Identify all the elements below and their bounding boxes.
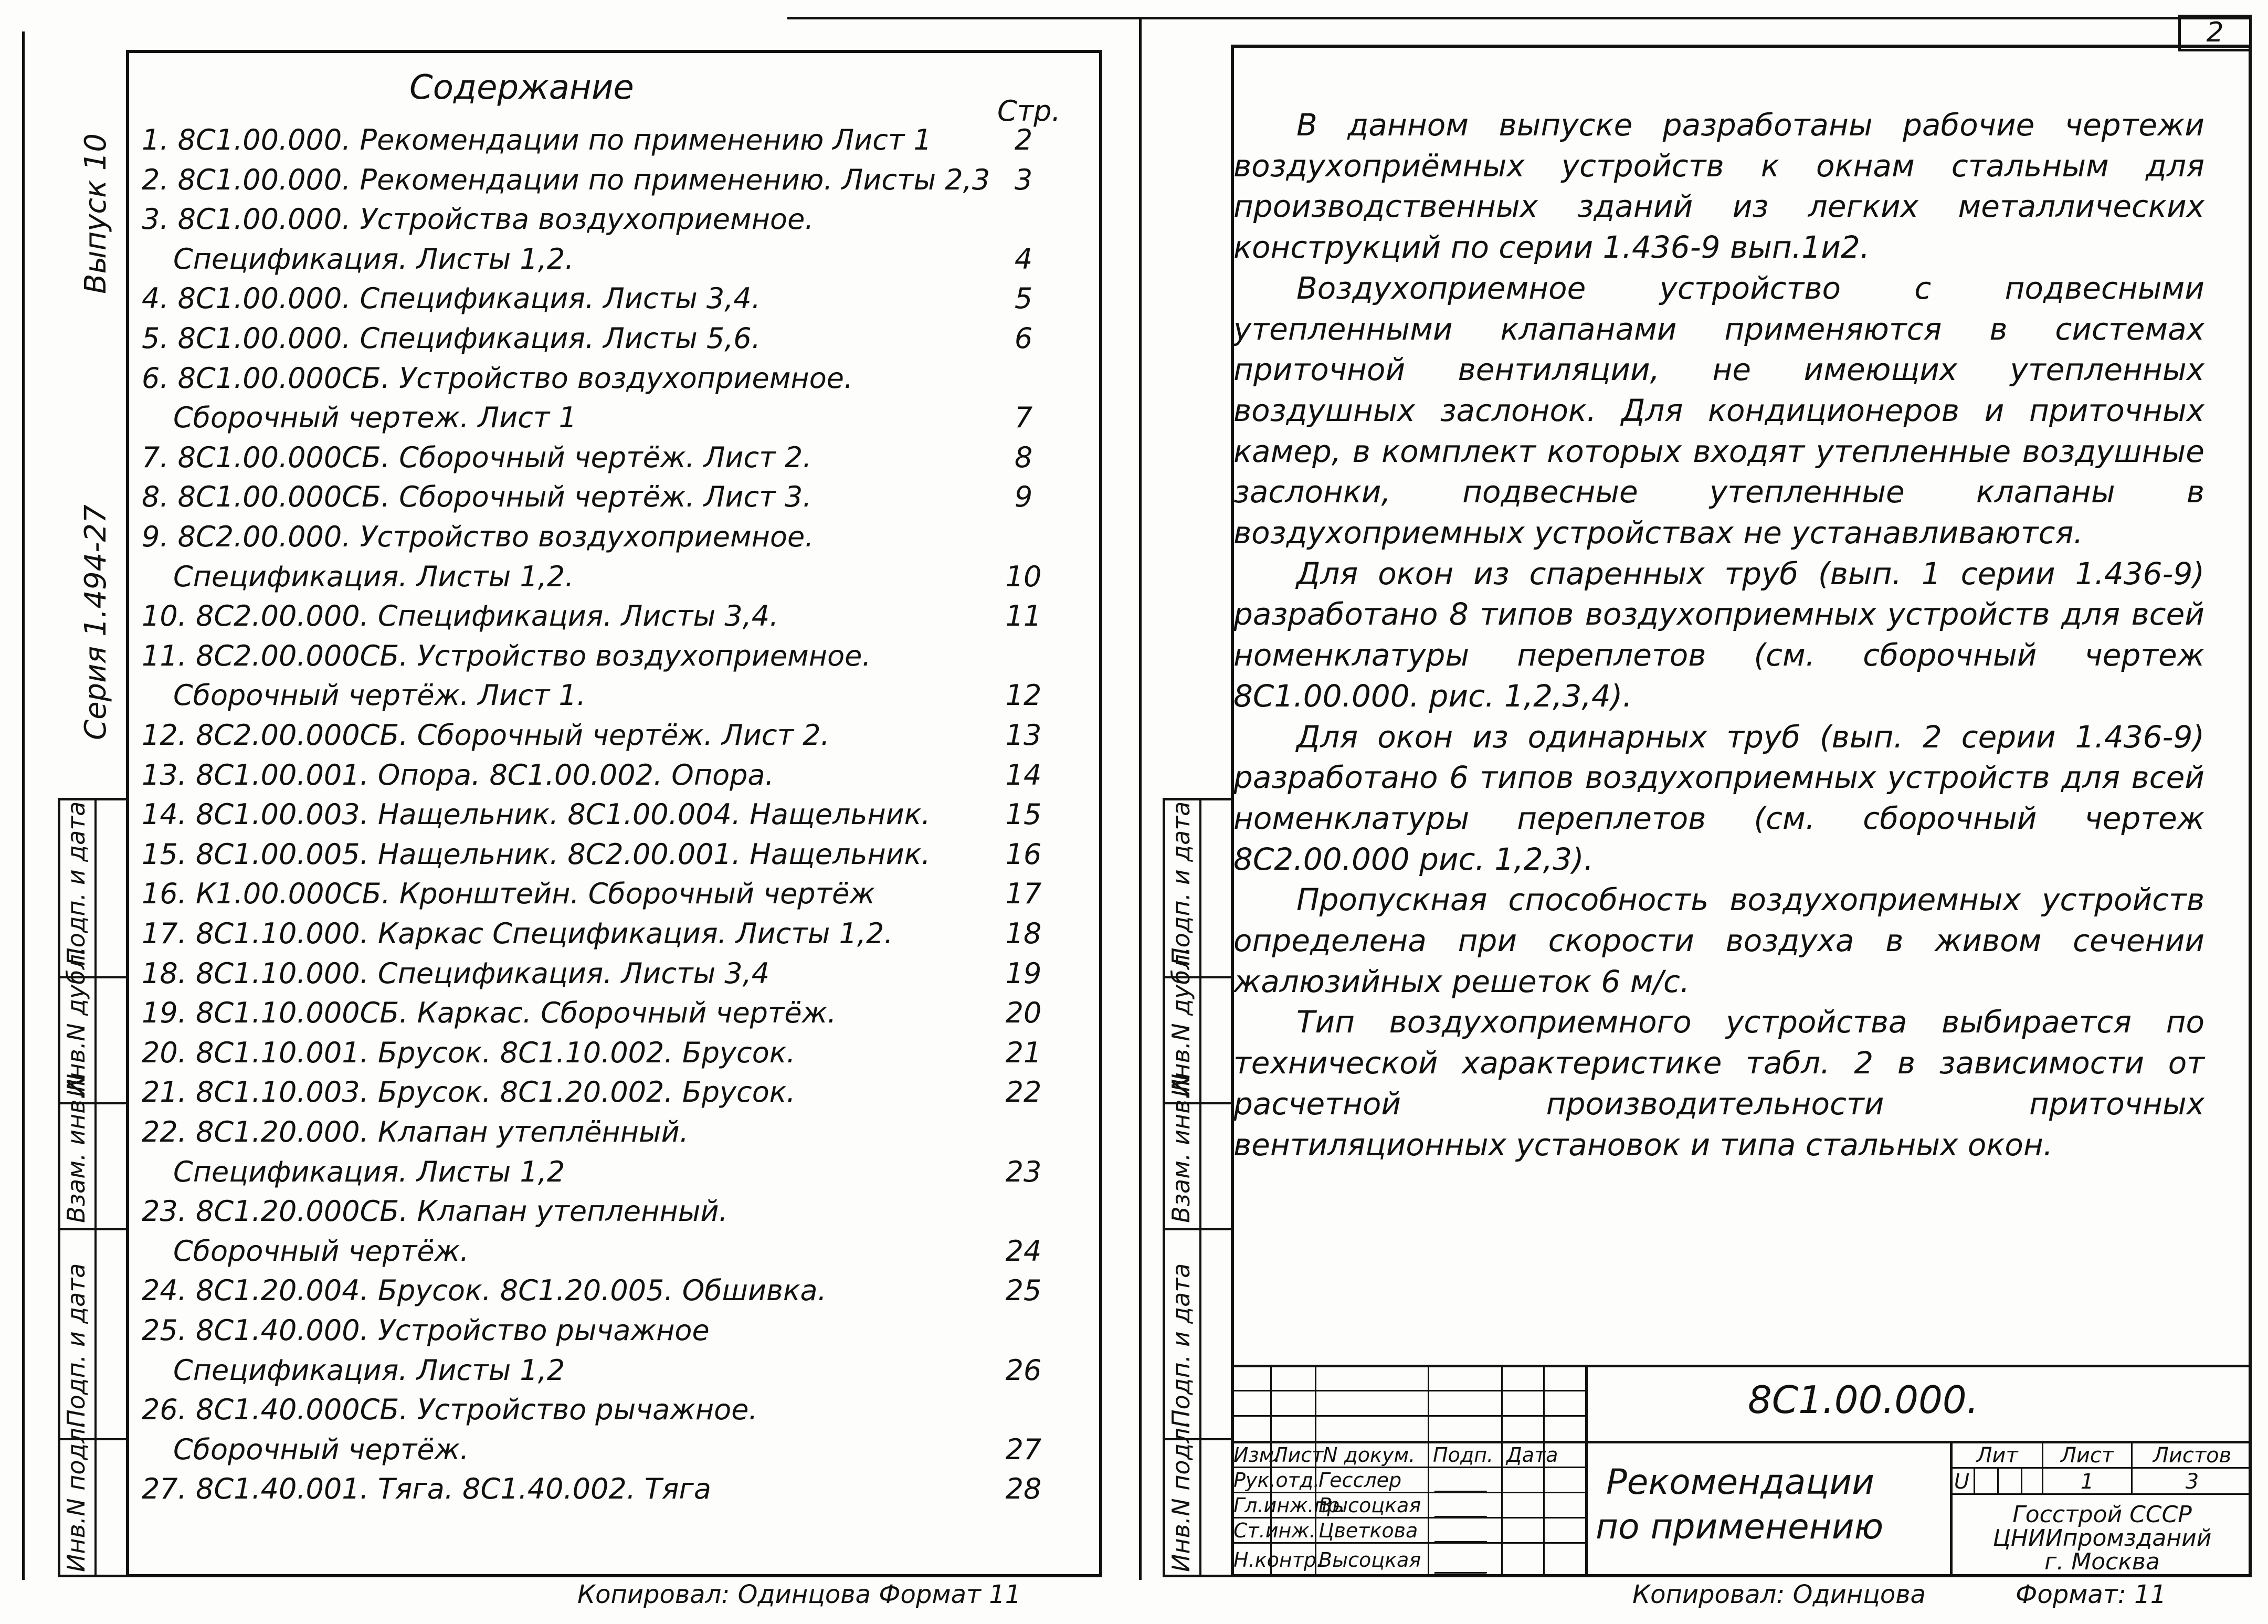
toc-row-text: 25. 8С1.40.000. Устройство рычажное bbox=[142, 1314, 710, 1347]
toc-row-page: 18 bbox=[1005, 917, 1042, 950]
toc-row bbox=[142, 362, 1055, 399]
toc-row bbox=[142, 480, 1055, 518]
toc-row-text: 3. 8С1.00.000. Устройства воздухоприемное. bbox=[142, 203, 814, 236]
top-border-line bbox=[787, 17, 2252, 19]
toc-row bbox=[142, 1354, 1055, 1391]
toc-row bbox=[142, 996, 1055, 1034]
toc-row bbox=[142, 163, 1055, 201]
tb-vrule bbox=[1428, 1365, 1429, 1577]
toc-row bbox=[142, 1314, 1055, 1352]
tb-rule bbox=[1231, 1365, 2252, 1367]
toc-row-page: 4 bbox=[1014, 242, 1033, 276]
tb-rule bbox=[1231, 1542, 1585, 1544]
paragraph: Тип воздухоприемного устройства выбирается по технической характеристике табл. 2 в зависимости от расчетной производительности приточных вентиляционных установок и типа стальных окон. bbox=[1233, 1004, 2204, 1163]
toc-page-header: Стр. bbox=[997, 94, 1061, 128]
toc-row-text: 24. 8С1.20.004. Брусок. 8С1.20.005. Обшивка. bbox=[142, 1274, 827, 1307]
title-line1: Рекомендации bbox=[1606, 1462, 1874, 1502]
left-footer: Копировал: Одинцова Формат 11 bbox=[577, 1580, 1021, 1609]
paragraph: Для окон из одинарных труб (вып. 2 серии 1.436-9) разработано 6 типов воздухоприемных устройств для всей номенклатуры переплетов (см. сборочный чертеж 8С2.00.000 рис. 1,2,3). bbox=[1233, 719, 2204, 877]
toc-row-text: 18. 8С1.10.000. Спецификация. Листы 3,4 bbox=[142, 956, 770, 990]
toc-row-text: 9. 8С2.00.000. Устройство воздухоприемное. bbox=[142, 520, 814, 553]
left-stamp-label: Взам. инв.N bbox=[62, 1073, 90, 1223]
toc-row bbox=[142, 282, 1055, 320]
org-line2: ЦНИИпромзданий bbox=[1992, 1525, 2212, 1552]
toc-row bbox=[142, 1075, 1055, 1113]
toc-row-text: Спецификация. Листы 1,2. bbox=[173, 560, 574, 593]
toc-row-page: 5 bbox=[1014, 282, 1033, 315]
toc-title: Содержание bbox=[409, 68, 634, 107]
role: Н.контр. bbox=[1233, 1548, 1323, 1572]
toc-row-text: Сборочный чертёж. bbox=[173, 1432, 469, 1466]
toc-row-page: 14 bbox=[1005, 758, 1042, 792]
toc-row-page: 21 bbox=[1005, 1036, 1042, 1069]
col-ndokum: N докум. bbox=[1323, 1443, 1416, 1467]
toc-row-text: 5. 8С1.00.000. Спецификация. Листы 5,6. bbox=[142, 322, 761, 355]
toc-row bbox=[142, 123, 1055, 161]
toc-row bbox=[142, 1195, 1055, 1232]
margin-label-vypusk: Выпуск 10 bbox=[79, 133, 113, 294]
toc-row-text: Спецификация. Листы 1,2. bbox=[173, 242, 574, 276]
toc-row-page: 8 bbox=[1014, 440, 1033, 474]
signature-mark bbox=[1434, 1520, 1495, 1543]
right-footer-left: Копировал: Одинцова bbox=[1632, 1580, 1926, 1609]
toc-row-page: 23 bbox=[1005, 1155, 1042, 1188]
title-line2: по применению bbox=[1596, 1506, 1884, 1547]
paragraph: Пропускная способность воздухоприемных устройств определена при скорости воздуха в живом сечении жалюзийных решеток 6 м/с. bbox=[1233, 882, 2204, 999]
person-name: Гесслер bbox=[1318, 1469, 1402, 1492]
right-stamp-label: Подп. и дата bbox=[1167, 801, 1195, 966]
toc-row-text: 13. 8С1.00.001. Опора. 8С1.00.002. Опора. bbox=[142, 758, 774, 792]
toc-row bbox=[142, 1433, 1055, 1471]
right-footer-right: Формат: 11 bbox=[2016, 1580, 2167, 1609]
toc-row-text: 1. 8С1.00.000. Рекомендации по применению Лист 1 bbox=[142, 123, 932, 156]
body-text bbox=[1233, 105, 2204, 1165]
toc-row bbox=[142, 1235, 1055, 1272]
person-name: Высоцкая bbox=[1318, 1494, 1421, 1517]
tb-rule bbox=[1231, 1467, 1585, 1468]
toc-row bbox=[142, 719, 1055, 756]
toc-row-page: 13 bbox=[1005, 719, 1042, 752]
sheet-value: 1 bbox=[2080, 1470, 2094, 1494]
toc-row-text: Сборочный чертёж. Лист 1. bbox=[173, 679, 586, 712]
toc-row-text: 26. 8С1.40.000СБ. Устройство рычажное. bbox=[142, 1393, 758, 1427]
toc-row bbox=[142, 679, 1055, 716]
lit-label: Лит bbox=[1976, 1443, 2018, 1468]
tb-rule bbox=[1231, 1415, 1585, 1417]
tb-rule bbox=[1231, 1390, 1585, 1391]
toc-row-text: 16. К1.00.000СБ. Кронштейн. Сборочный чертёж bbox=[142, 877, 875, 911]
tb-vrule bbox=[1501, 1365, 1503, 1577]
toc-row bbox=[142, 401, 1055, 439]
tb-rule bbox=[1231, 1517, 1585, 1518]
toc-row bbox=[142, 599, 1055, 637]
toc-row bbox=[142, 798, 1055, 836]
signature-mark bbox=[1434, 1551, 1495, 1574]
toc-row-text: 12. 8С2.00.000СБ. Сборочный чертёж. Лист 2. bbox=[142, 719, 830, 752]
toc-row bbox=[142, 877, 1055, 915]
col-podp: Подп. bbox=[1433, 1443, 1494, 1467]
toc-row-page: 6 bbox=[1014, 322, 1033, 355]
signature-mark bbox=[1434, 1470, 1495, 1492]
toc-row-text: 27. 8С1.40.001. Тяга. 8С1.40.002. Тяга bbox=[142, 1472, 711, 1506]
tb-vrule bbox=[2021, 1467, 2022, 1493]
toc-row-page: 15 bbox=[1005, 798, 1042, 831]
lit-value: U bbox=[1954, 1470, 1970, 1494]
toc-row bbox=[142, 242, 1055, 280]
col-list: Лист bbox=[1273, 1443, 1324, 1467]
sheets-value: 3 bbox=[2185, 1470, 2199, 1494]
toc-row-text: Спецификация. Листы 1,2 bbox=[173, 1155, 565, 1188]
left-outer-border bbox=[22, 31, 25, 1580]
col-data: Дата bbox=[1506, 1443, 1558, 1467]
margin-label-seriya: Серия 1.494-27 bbox=[79, 504, 113, 740]
right-stamp-label: Взам. инв.N bbox=[1167, 1073, 1195, 1223]
left-side-stamp-rule bbox=[58, 1228, 129, 1230]
left-side-stamp-divider bbox=[94, 798, 97, 1577]
toc-row bbox=[142, 1393, 1055, 1431]
paragraph: Для окон из спаренных труб (вып. 1 серии 1.436-9) разработано 8 типов воздухоприемных устройств для всей номенклатуры переплетов (см. сборочный чертеж 8С1.00.000. рис. 1,2,3,4). bbox=[1233, 555, 2204, 714]
right-stamp-label: Инв.N дубл. bbox=[1167, 946, 1195, 1097]
right-stamp-label: Подп. и дата bbox=[1167, 1263, 1195, 1428]
toc-row-page: 16 bbox=[1005, 837, 1042, 871]
toc-row bbox=[142, 917, 1055, 955]
toc-row-page: 12 bbox=[1005, 679, 1042, 712]
role: Ст.инж. bbox=[1233, 1519, 1316, 1542]
toc-row bbox=[142, 322, 1055, 360]
toc-row-page: 9 bbox=[1014, 480, 1033, 514]
toc-row bbox=[142, 1472, 1055, 1510]
toc-row bbox=[142, 758, 1055, 796]
toc-row-page: 2 bbox=[1014, 123, 1033, 156]
org-line3: г. Москва bbox=[2044, 1548, 2160, 1575]
toc-row-page: 3 bbox=[1014, 163, 1033, 196]
person-name: Высоцкая bbox=[1318, 1548, 1421, 1572]
toc-row bbox=[142, 520, 1055, 558]
toc-row bbox=[142, 1115, 1055, 1153]
sheets-label: Листов bbox=[2153, 1443, 2232, 1468]
org-line1: Госстрой СССР bbox=[2012, 1501, 2192, 1528]
toc-row-text: 17. 8С1.10.000. Каркас Спецификация. Листы 1,2. bbox=[142, 917, 893, 950]
sheet-label: Лист bbox=[2060, 1443, 2114, 1468]
toc-row-text: 11. 8С2.00.000СБ. Устройство воздухоприемное. bbox=[142, 639, 871, 672]
right-side-stamp-divider bbox=[1199, 798, 1201, 1577]
tb-vrule bbox=[1543, 1365, 1545, 1577]
tb-vrule bbox=[1974, 1467, 1975, 1493]
toc-row-text: 7. 8С1.00.000СБ. Сборочный чертёж. Лист 2. bbox=[142, 440, 812, 474]
toc-row-text: 10. 8С2.00.000. Спецификация. Листы 3,4. bbox=[142, 599, 779, 633]
toc-row-text: 6. 8С1.00.000СБ. Устройство воздухоприемное. bbox=[142, 361, 853, 395]
paragraph: Воздухоприемное устройство с подвесными утепленными клапанами применяются в системах приточной вентиляции, не имеющих утепленных воздушных заслонок. Для кондиционеров и приточных камер, в комплект которых входят утепленные воздушные заслонки, подвесные утепленные клапаны в воздухоприемных устройствах не устанавливаются. bbox=[1233, 270, 2204, 551]
toc-row-text: Спецификация. Листы 1,2 bbox=[173, 1353, 565, 1387]
toc-row-page: 7 bbox=[1014, 401, 1033, 435]
designation: 8С1.00.000. bbox=[1748, 1378, 1979, 1422]
toc-row bbox=[142, 1036, 1055, 1074]
toc-row-text: 21. 8С1.10.003. Брусок. 8С1.20.002. Брусок. bbox=[142, 1075, 796, 1109]
toc-row-page: 20 bbox=[1005, 996, 1042, 1030]
left-stamp-label: Подп. и дата bbox=[62, 801, 90, 966]
sheet-number: 2 bbox=[2206, 17, 2224, 48]
person-name: Цветкова bbox=[1318, 1519, 1418, 1542]
toc-row-text: 8. 8С1.00.000СБ. Сборочный чертёж. Лист 3. bbox=[142, 480, 812, 514]
toc-row-text: 2. 8С1.00.000. Рекомендации по применению. Листы 2,3 bbox=[142, 163, 990, 196]
toc-row-text: 23. 8С1.20.000СБ. Клапан утепленный. bbox=[142, 1195, 728, 1228]
left-stamp-label: Подп. и дата bbox=[62, 1263, 90, 1428]
toc-row-text: 14. 8С1.00.003. Нащельник. 8С1.00.004. Нащельник. bbox=[142, 798, 931, 831]
toc-row-text: Сборочный чертёж. bbox=[173, 1234, 469, 1268]
toc-row bbox=[142, 203, 1055, 240]
toc-row-page: 25 bbox=[1005, 1274, 1042, 1307]
toc-row-page: 11 bbox=[1005, 599, 1042, 633]
toc-row-text: 20. 8С1.10.001. Брусок. 8С1.10.002. Брусок. bbox=[142, 1036, 796, 1069]
toc-row-page: 26 bbox=[1005, 1353, 1042, 1387]
right-outer-border bbox=[1139, 18, 1142, 1580]
toc-row-page: 10 bbox=[1005, 560, 1042, 593]
right-side-stamp-rule bbox=[1163, 1228, 1233, 1230]
toc-row-page: 19 bbox=[1005, 956, 1042, 990]
toc-row bbox=[142, 1274, 1055, 1312]
toc-row bbox=[142, 838, 1055, 876]
toc-row bbox=[142, 560, 1055, 598]
toc-row bbox=[142, 957, 1055, 995]
toc-row bbox=[142, 1155, 1055, 1193]
toc-row-page: 17 bbox=[1005, 877, 1042, 911]
role: Гл.инж.пр. bbox=[1233, 1494, 1346, 1517]
toc-row-text: 15. 8С1.00.005. Нащельник. 8С2.00.001. Нащельник. bbox=[142, 837, 931, 871]
toc-row bbox=[142, 441, 1055, 479]
left-stamp-label: Инв.N дубл. bbox=[62, 946, 90, 1097]
toc-row-text: 4. 8С1.00.000. Спецификация. Листы 3,4. bbox=[142, 282, 761, 315]
toc-row-text: Сборочный чертеж. Лист 1 bbox=[173, 401, 577, 435]
left-stamp-label: Инв.N подл. bbox=[62, 1420, 90, 1572]
toc-row-text: 19. 8С1.10.000СБ. Каркас. Сборочный чертёж. bbox=[142, 996, 837, 1030]
toc-row-page: 27 bbox=[1005, 1432, 1042, 1466]
role: Рук.отд. bbox=[1233, 1469, 1320, 1492]
tb-vrule bbox=[1585, 1365, 1588, 1577]
toc-row bbox=[142, 639, 1055, 677]
paragraph: В данном выпуске разработаны рабочие чертежи воздухоприёмных устройств к окнам стальным для производственных зданий из легких металлических конструкций по серии 1.436-9 вып.1и2. bbox=[1233, 107, 2204, 266]
tb-vrule bbox=[1997, 1467, 1999, 1493]
tb-rule bbox=[1231, 1492, 1585, 1493]
toc-row-page: 28 bbox=[1005, 1472, 1042, 1506]
col-izm: Изм. bbox=[1233, 1443, 1281, 1467]
toc-row-page: 24 bbox=[1005, 1234, 1042, 1268]
signature-mark bbox=[1434, 1495, 1495, 1517]
toc-row-page: 22 bbox=[1005, 1075, 1042, 1109]
right-stamp-label: Инв.N подл. bbox=[1167, 1420, 1195, 1572]
toc-row-text: 22. 8С1.20.000. Клапан утеплённый. bbox=[142, 1115, 689, 1148]
